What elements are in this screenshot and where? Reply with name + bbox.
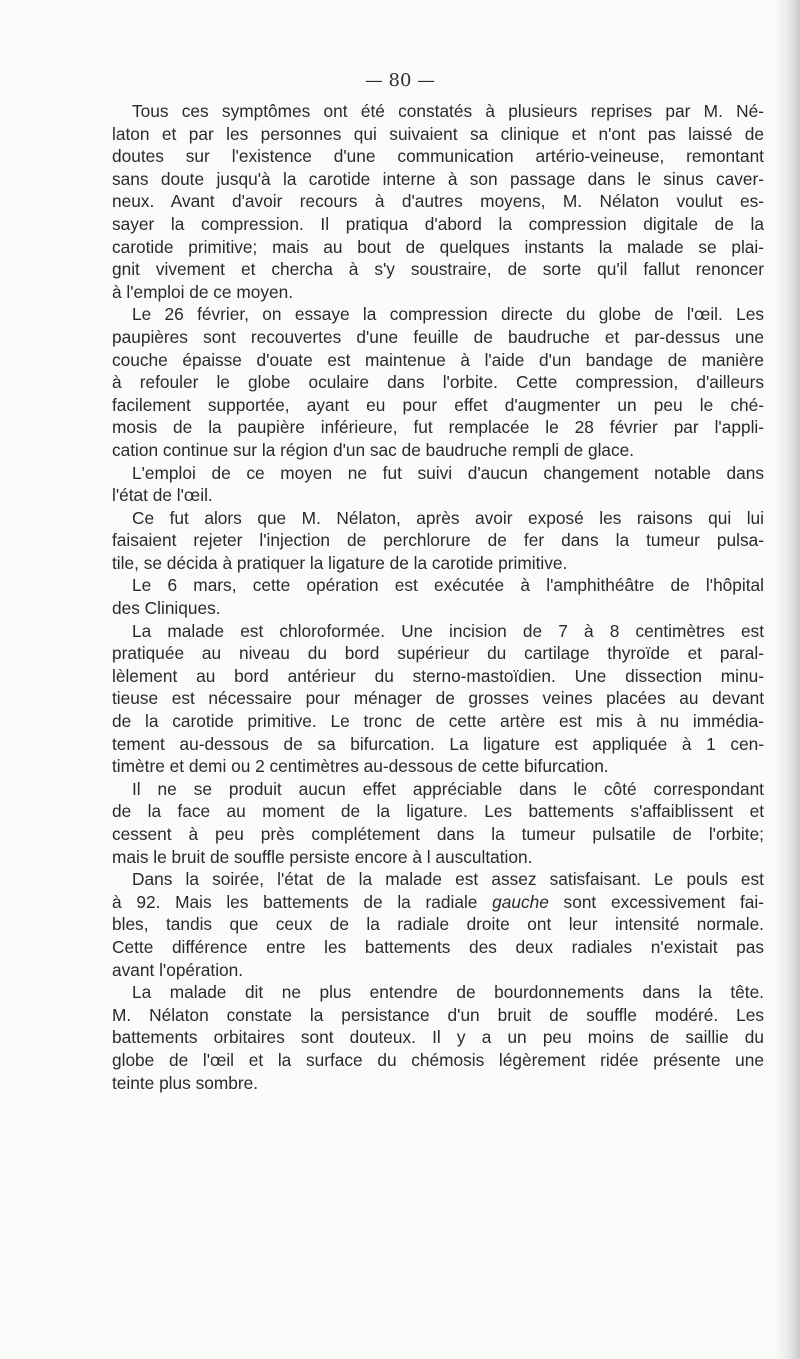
text-line: laton et par les personnes qui suivaient sa clinique et n'ont pas laissé de [112,123,764,144]
text-line: de la face au moment de la ligature. Les battements s'affaiblissent et [112,801,764,822]
text-line: sayer la compression. Il pratiqua d'abord la compression digitale de la [112,213,764,234]
text-line: gnit vivement et chercha à s'y soustraire, de sorte qu'il fallut renoncer [112,259,764,280]
text-line: La malade est chloroformée. Une incision de 7 à 8 centimètres est [132,620,764,641]
text-line: Tous ces symptômes ont été constatés à plusieurs reprises par M. Né- [132,101,764,121]
text-line [112,891,764,914]
text-line: doutes sur l'existence d'une communication artério-veineuse, remontant [112,146,764,167]
text-line: cessent à peu près complétement dans la tumeur pulsatile de l'orbite; [112,824,764,844]
text-line: de la carotide primitive. Le tronc de cette artère est mis à nu immédia- [112,711,764,732]
text-line: Ce fut alors que M. Nélaton, après avoir exposé les raisons qui lui [132,507,764,528]
text-line: La malade dit ne plus entendre de bourdonnements dans la tête. [132,982,764,1003]
italic-word: gauche [492,891,549,912]
text-line: tile, se décida à pratiquer la ligature de la carotide primitive. [112,552,568,573]
text-line: timètre et demi ou 2 centimètres au-dessous de cette bifurcation. [112,756,609,777]
text-line: Il ne se produit aucun effet appréciable dans le côté correspondant [132,778,764,799]
text-line: tieuse est nécessaire pour ménager de grosses veines placées au devant [112,688,764,709]
text-line: Le 26 février, on essaye la compression directe du globe de l'œil. Les [132,304,764,325]
text-line: faisaient rejeter l'injection de perchlorure de fer dans la tumeur pulsa- [112,530,764,551]
text-line: à refouler le globe oculaire dans l'orbite. Cette compression, d'ailleurs [112,372,764,393]
text-line: avant l'opération. [112,959,244,980]
text-line: Cette différence entre les battements des deux radiales n'existait pas [112,936,764,957]
text-line: pratiquée au niveau du bord supérieur du cartilage thyroïde et paral- [112,643,764,664]
body-text [112,100,764,1094]
text-line: à l'emploi de ce moyen. [112,281,294,302]
page-edge-shadow [774,0,800,1359]
text-line: l'état de l'œil. [112,485,213,506]
text-line: mais le bruit de souffle persiste encore à l auscultation. [112,846,533,867]
text-line: facilement supportée, ayant eu pour effet d'augmenter un peu le ché- [112,394,764,415]
text-line: lèlement au bord antérieur du sterno-mastoïdien. Une dissection minu- [112,665,764,686]
text-line: carotide primitive; mais au bout de quelques instants la malade se plai- [112,236,764,257]
text-line: globe de l'œil et la surface du chémosis légèrement ridée présente une [112,1049,764,1070]
text-line: bles, tandis que ceux de la radiale droite ont leur intensité normale. [112,914,764,935]
text-line: Le 6 mars, cette opération est exécutée à l'amphithéâtre de l'hôpital [132,575,764,596]
text-segment: à 92. Mais les battements de la radiale [112,891,493,912]
text-line: battements orbitaires sont douteux. Il y a un peu moins de saillie du [112,1027,764,1048]
text-line: cation continue sur la région d'un sac de baudruche rempli de glace. [112,439,635,460]
text-line: des Cliniques. [112,598,221,619]
text-line: couche épaisse d'ouate est maintenue à l'aide d'un bandage de manière [112,349,764,370]
text-line: tement au-dessous de sa bifurcation. La ligature est appliquée à 1 cen- [112,733,764,754]
text-line: paupières sont recouvertes d'une feuille de baudruche et par-dessus une [112,326,764,347]
text-line: sans doute jusqu'à la carotide interne à son passage dans le sinus caver- [112,168,764,189]
page-number: — 80 — [364,70,436,91]
text-line: teinte plus sombre. [112,1072,259,1093]
text-line: Dans la soirée, l'état de la malade est assez satisfaisant. Le pouls est [132,869,764,890]
text-line: M. Nélaton constate la persistance d'un bruit de souffle modéré. Les [112,1004,764,1025]
text-line: neux. Avant d'avoir recours à d'autres moyens, M. Nélaton voulut es- [112,191,764,212]
text-line: L'emploi de ce moyen ne fut suivi d'aucun changement notable dans [132,462,764,483]
text-line: mosis de la paupière inférieure, fut remplacée le 28 février par l'appli- [112,417,764,438]
text-segment: sont excessivement fai- [548,891,764,912]
